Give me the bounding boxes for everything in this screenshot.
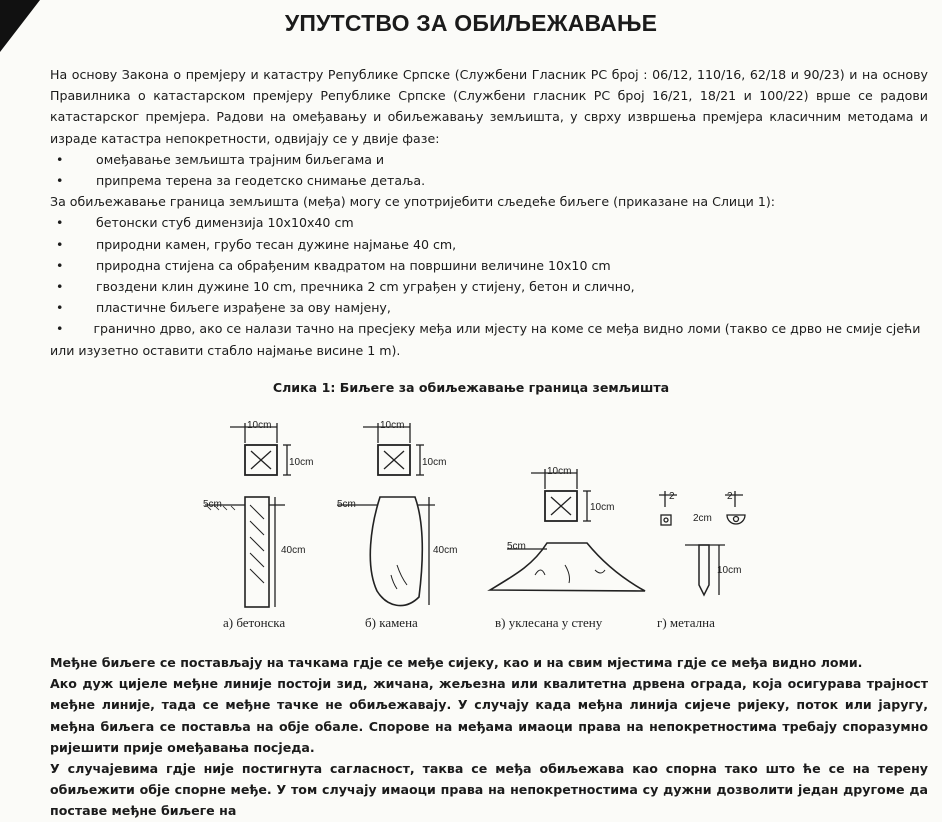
svg-text:10cm: 10cm xyxy=(422,457,447,468)
phases-list xyxy=(50,149,928,191)
markers-intro: За обиљежавање граница земљишта (међа) могу се употријебити сљедеће биљеге (приказане на Слици 1): xyxy=(50,194,776,210)
metal-marker-drawing xyxy=(657,491,745,630)
bullet-icon: • xyxy=(56,300,64,316)
svg-text:10cm: 10cm xyxy=(590,502,615,513)
figure-boundary-markers xyxy=(195,415,775,640)
intro-paragraph: На основу Закона о премјеру и катастру Републике Српске (Службени Гласник РС број : 06/12, 110/16, 62/18 и 90/23) и на основу Правилника о катастарском премјеру Републике Српске (Службени гласник РС број 16/21, 18/21 и 100/22) врше се радови катастарског премјера. Радови на омеђавању и обиљежавању земљишта, у сврху извршења премјера класичним методама и израде катастра непокретности, одвијају се у двије фазе: xyxy=(50,67,928,146)
svg-text:40cm: 40cm xyxy=(433,545,458,556)
carved-marker-drawing xyxy=(490,466,645,630)
bullet-icon: • xyxy=(56,173,64,189)
bottom-section xyxy=(50,652,928,822)
list-item: • бетонски стуб димензија 10x10x40 cm xyxy=(50,212,928,233)
list-item: • природна стијена са обрађеним квадратом на површини величине 10x10 cm xyxy=(50,255,928,276)
figure-label: в) уклесана у стену xyxy=(495,615,603,630)
svg-text:10cm: 10cm xyxy=(547,466,572,477)
list-item: • омеђавање земљишта трајним биљегама и xyxy=(50,149,928,170)
svg-text:2: 2 xyxy=(669,491,675,502)
stone-marker-drawing xyxy=(337,420,457,630)
bullet-icon: • xyxy=(56,257,64,273)
dim-label: 10cm xyxy=(289,457,314,468)
list-item: • гвоздени клин дужине 10 cm, пречника 2 cm уграђен у стијену, бетон и слично, xyxy=(50,276,928,297)
dim-label: 10cm xyxy=(247,420,272,431)
svg-text:40cm: 40cm xyxy=(281,545,306,556)
list-item: • природни камен, грубо тесан дужине најмање 40 cm, xyxy=(50,234,928,255)
intro-section xyxy=(50,64,928,361)
markers-list xyxy=(50,212,928,360)
bottom-paragraph: Ако дуж цијеле међне линије постоји зид, жичана, жељезна или квалитетна дрвена ограда, која осигурава трајност међне линије, тада се међне тачке не обиљежавају. У случају када међна линија сијече ријеку, поток или јаругу, међна биљега се поставља на обје обале. Спорове на међама имаоци права на непокретностима требају споразумно ријешити прије омеђавања посједа. xyxy=(50,676,928,755)
figure-label: г) метална xyxy=(657,615,715,630)
page-title: УПУТСТВО ЗА ОБИЉЕЖАВАЊЕ xyxy=(284,10,658,36)
svg-text:5cm: 5cm xyxy=(507,541,526,552)
figure-label: б) камена xyxy=(365,615,418,630)
bullet-icon: • xyxy=(56,279,64,295)
bullet-icon: • xyxy=(56,236,64,252)
list-item: • гранично дрво, ако се налази тачно на пресјеку међа или мјесту на коме се међа видно ломи (такво се дрво не смије сјећи или изузетно оставити стабло најмање висине 1 m). xyxy=(50,321,921,358)
bullet-icon: • xyxy=(56,215,64,231)
figure-label: а) бетонска xyxy=(223,615,286,630)
figure-caption: Слика 1: Биљеге за обиљежавање граница земљишта xyxy=(272,380,670,395)
bottom-paragraph: Међне биљеге се постављају на тачкама гдје се међе сијеку, као и на свим мјестима гдје се међа видно ломи. xyxy=(50,655,863,670)
bottom-paragraph: У случајевима гдје није постигнута сагласност, таква се међа обиљежава као спорна тако што ће се на терену обиљежити обје спорне међе. У том случају имаоци права на непокретностима су дужни дозволити један другоме да поставе међне биљеге на xyxy=(50,761,928,819)
svg-text:5cm: 5cm xyxy=(337,499,356,510)
bullet-icon: • xyxy=(56,321,64,337)
list-item: • пластичне биљеге израђене за ову намјену, xyxy=(50,297,928,318)
svg-text:10cm: 10cm xyxy=(717,565,742,576)
svg-text:10cm: 10cm xyxy=(380,420,405,431)
svg-text:5cm: 5cm xyxy=(203,499,222,510)
svg-text:2: 2 xyxy=(727,491,733,502)
svg-text:2cm: 2cm xyxy=(693,513,712,524)
list-item: • припрема терена за геодетско снимање детаља. xyxy=(50,170,928,191)
bullet-icon: • xyxy=(56,151,64,167)
concrete-marker-drawing xyxy=(203,420,313,630)
